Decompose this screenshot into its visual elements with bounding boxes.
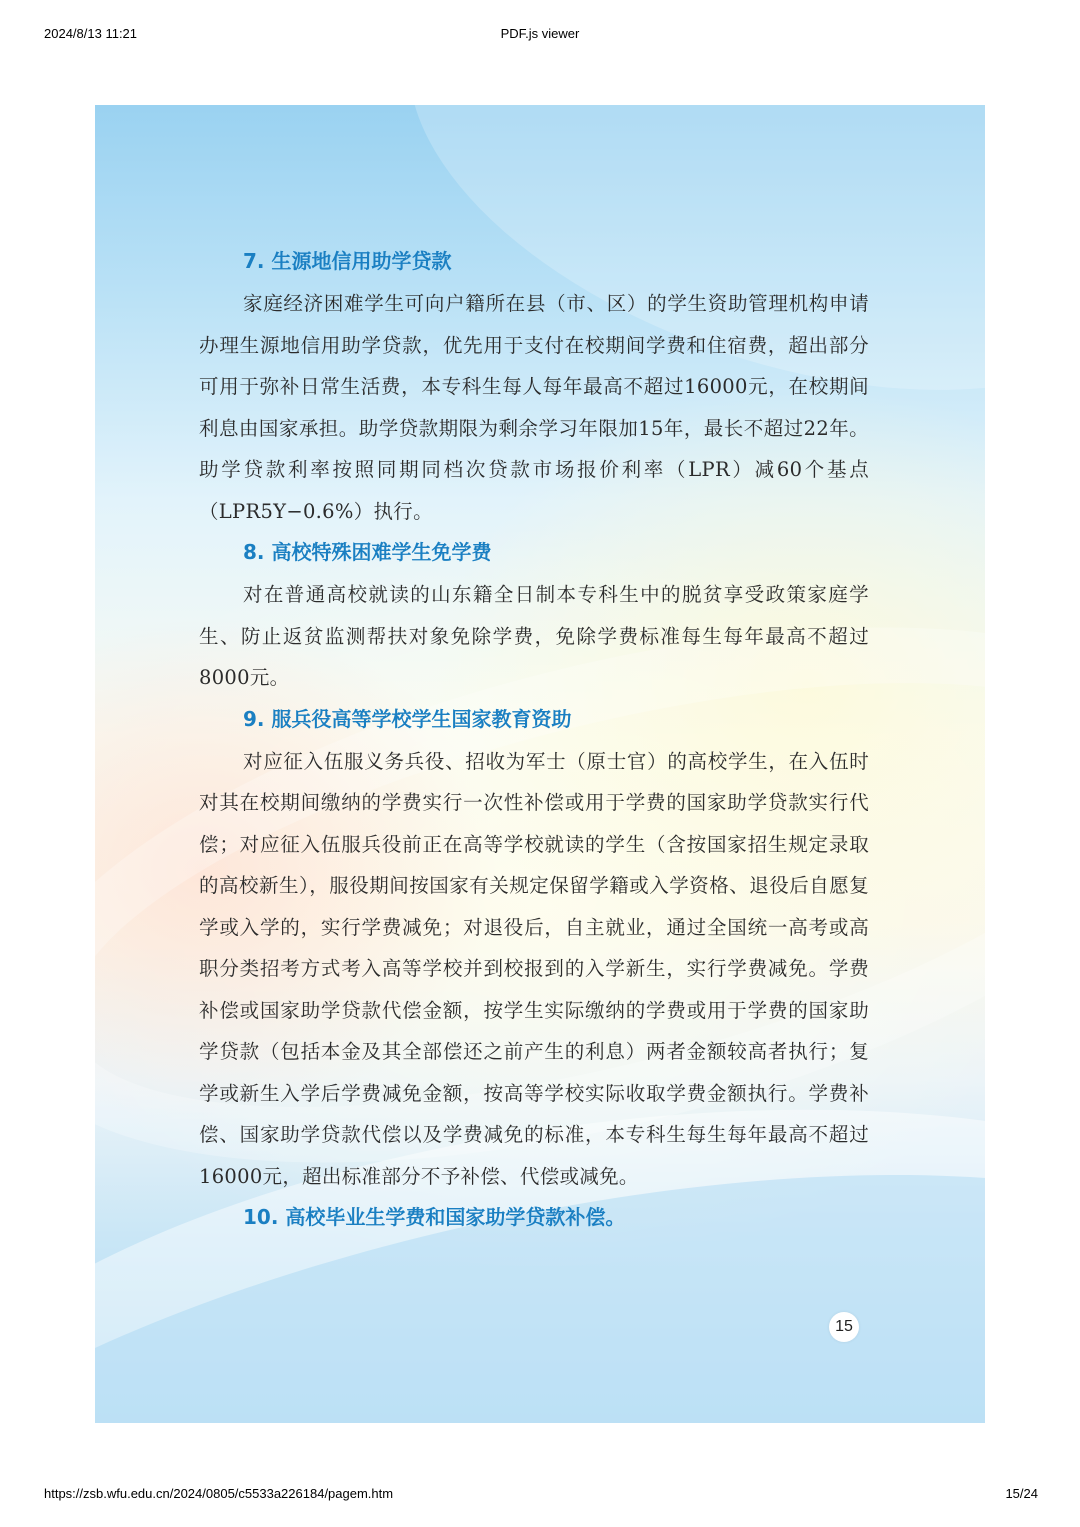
section-heading: 8. 高校特殊困难学生免学费: [243, 540, 492, 564]
section-paragraph: 对在普通高校就读的山东籍全日制本专科生中的脱贫享受政策家庭学生、防止返贫监测帮扶对象免除学费，免除学费标准每生每年最高不超过8000元。: [199, 583, 869, 689]
page-number: 15: [829, 1312, 859, 1342]
section-7: [199, 245, 869, 532]
section-paragraph: 家庭经济困难学生可向户籍所在县（市、区）的学生资助管理机构申请办理生源地信用助学贷款，优先用于支付在校期间学费和住宿费，超出部分可用于弥补日常生活费，本专科生每人每年最高不超过16000元，在校期间利息由国家承担。助学贷款期限为剩余学习年限加15年，最长不超过22年。助学贷款利率按照同期同档次贷款市场报价利率（LPR）减60个基点（LPR5Y−0.6%）执行。: [199, 292, 869, 523]
print-footer: [0, 1486, 1080, 1506]
document-content: [199, 245, 869, 1237]
print-title: PDF.js viewer: [500, 26, 580, 41]
section-10: [199, 1201, 869, 1233]
document-page: [95, 105, 985, 1423]
print-url: https://zsb.wfu.edu.cn/2024/0805/c5533a226184/pagem.htm: [44, 1486, 394, 1501]
print-header: [0, 26, 1080, 46]
print-datetime: 2024/8/13 11:21: [44, 26, 138, 41]
section-paragraph: 对应征入伍服义务兵役、招收为军士（原士官）的高校学生，在入伍时对其在校期间缴纳的学费实行一次性补偿或用于学费的国家助学贷款实行代偿；对应征入伍服兵役前正在高等学校就读的学生（含按国家招生规定录取的高校新生），服役期间按国家有关规定保留学籍或入学资格、退役后自愿复学或入学的，实行学费减免；对退役后，自主就业，通过全国统一高考或高职分类招考方式考入高等学校并到校报到的入学新生，实行学费减免。学费补偿或国家助学贷款代偿金额，按学生实际缴纳的学费或用于学费的国家助学贷款（包括本金及其全部偿还之前产生的利息）两者金额较高者执行；复学或新生入学后学费减免金额，按高等学校实际收取学费金额执行。学费补偿、国家助学贷款代偿以及学费减免的标准，本专科生每生每年最高不超过16000元，超出标准部分不予补偿、代偿或减免。: [199, 749, 869, 1188]
section-heading: 10. 高校毕业生学费和国家助学贷款补偿。: [243, 1205, 626, 1229]
print-page-counter: 15/24: [1005, 1486, 1038, 1501]
section-8: [199, 536, 869, 699]
section-9: [199, 703, 869, 1198]
section-heading: 9. 服兵役高等学校学生国家教育资助: [243, 706, 572, 731]
section-heading: 7. 生源地信用助学贷款: [243, 249, 452, 273]
